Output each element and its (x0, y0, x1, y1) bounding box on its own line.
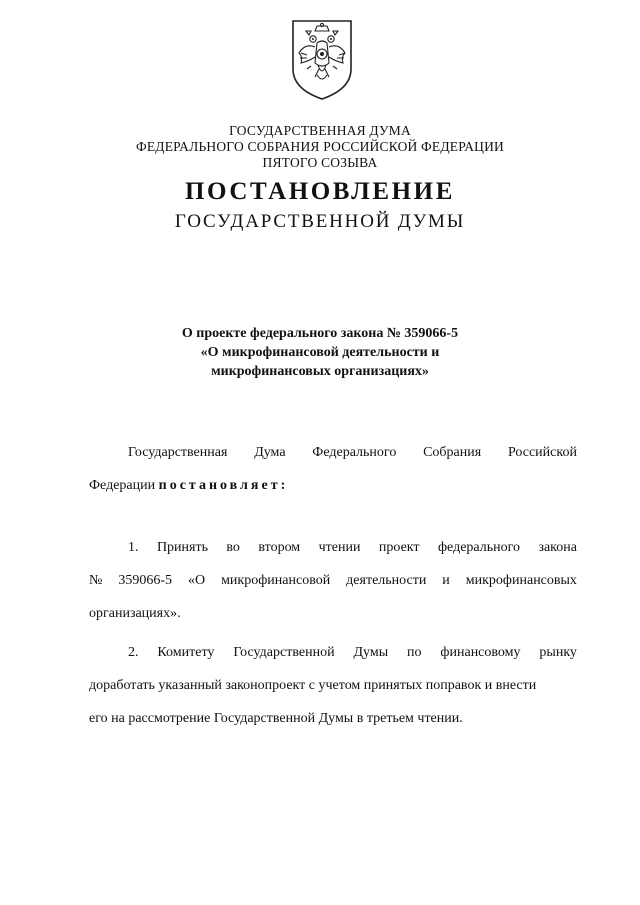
subject-line-1: О проекте федерального закона № 359066-5 (181, 326, 459, 341)
preamble-word: Российской (507, 445, 577, 460)
preamble-line-1 (128, 445, 577, 461)
item1-word: микрофинансовой (221, 573, 331, 588)
item1-word: микрофинансовых (465, 573, 577, 588)
item1-line-1 (128, 540, 577, 556)
preamble-word: Дума (254, 445, 286, 460)
item1-word: и (442, 573, 450, 588)
item1-word: втором (258, 540, 301, 555)
subject-line-3: микрофинансовых организациях» (211, 364, 429, 379)
subject-block (0, 324, 640, 381)
document-title: ПОСТАНОВЛЕНИЕ (184, 178, 456, 205)
item1-line-3: организациях». (89, 606, 181, 621)
preamble-federation: Федерации (89, 478, 156, 493)
header-line-3: ПЯТОГО СОЗЫВА (262, 155, 378, 170)
item1-word: во (226, 540, 240, 555)
item1-word: 359066-5 (118, 573, 172, 588)
item2-word: 2. (128, 645, 139, 660)
item1-word: федерального (437, 540, 520, 555)
item2-word: Думы (353, 645, 389, 660)
emblem-icon (289, 17, 355, 101)
subject-line-2: «О микрофинансовой деятельности и (200, 345, 440, 360)
preamble-word: Собрания (423, 445, 482, 460)
item2-word: финансовому (440, 645, 521, 660)
item2-word: по (407, 645, 422, 660)
preamble-word: Федерального (312, 445, 397, 460)
item1-word: № (89, 573, 103, 588)
item2-word: Государственной (233, 645, 335, 660)
item1-line-2 (89, 573, 577, 589)
item1-word: чтении (318, 540, 361, 555)
item1-word: проект (378, 540, 420, 555)
preamble-word: Государственная (128, 445, 228, 460)
header-line-1: ГОСУДАРСТВЕННАЯ ДУМА (229, 123, 411, 138)
preamble-decrees: постановляет: (158, 478, 289, 493)
item1-word: Принять (156, 540, 208, 555)
document-subtitle: ГОСУДАРСТВЕННОЙ ДУМЫ (174, 211, 466, 232)
item2-word: Комитету (157, 645, 215, 660)
item2-line-1 (128, 645, 577, 661)
item2-line-3: его на рассмотрение Государственной Думы в третьем чтении. (89, 711, 463, 726)
item1-word: 1. (128, 540, 139, 555)
item2-word: рынку (539, 645, 577, 660)
preamble-line-2 (89, 478, 288, 494)
item1-word: закона (538, 540, 577, 555)
item2-line-2: доработать указанный законопроект с учетом принятых поправок и внести (89, 678, 537, 693)
header-line-2: ФЕДЕРАЛЬНОГО СОБРАНИЯ РОССИЙСКОЙ ФЕДЕРАЦИИ (136, 139, 504, 154)
item1-word: «О (187, 573, 206, 588)
item1-word: деятельности (346, 573, 427, 588)
